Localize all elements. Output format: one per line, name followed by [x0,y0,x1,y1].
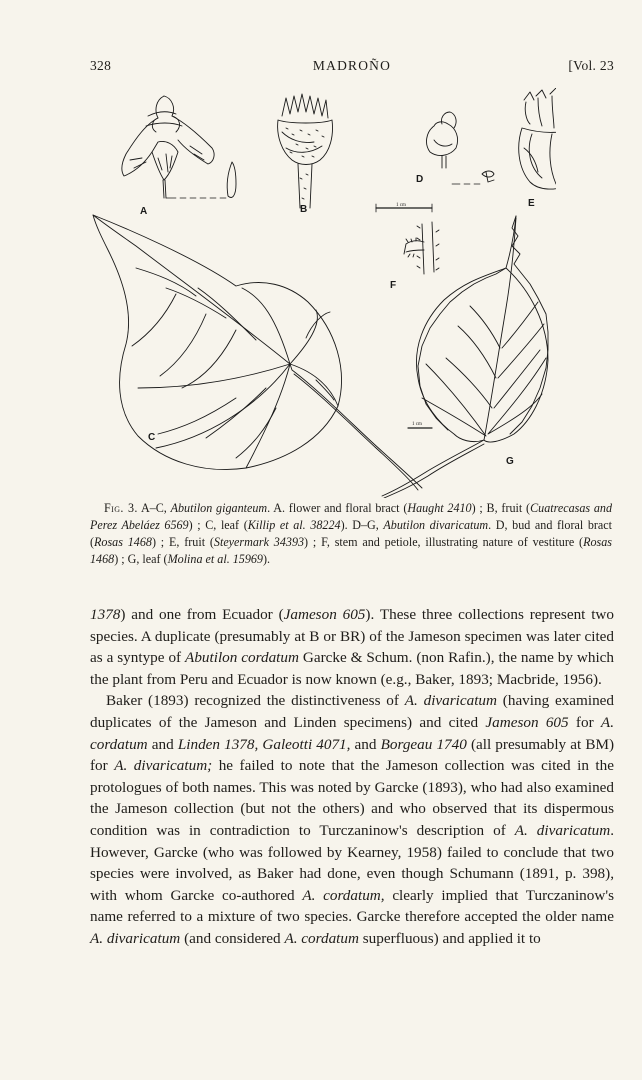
paragraph-text: ) and one from Ecuador ( [120,606,284,623]
paragraph-text: (having examined duplicates of the Jameson and Linden specimens) and cited [90,692,615,731]
caption-text: ) ; B, fruit ( [471,501,531,515]
paragraph-text: Garcke & Schum. (non Rafin.), the name by which the plant from Peru and Ecuador is now known (e.g., Baker, 1893; Macbride, 1956). [90,649,614,688]
specimen-citation: Killip et al. 38224 [247,518,341,533]
panel-label-g: G [506,456,514,467]
panel-label-c: C [148,432,156,443]
paragraph-text: (all presumably at BM) for [90,735,615,775]
italic-text: A. divaricatum [90,929,181,947]
panel-label-e: E [528,198,535,209]
caption-text: . A. flower and floral bract ( [267,501,408,515]
paragraph-text: and [147,735,178,753]
flower-drawing-a [122,96,236,198]
paragraph-text: he failed to note that the Jameson collection was cited in the protologues of both names. This was noted by Garcke (1893), who had also examined the Jameson collection (but not the others) and who observed that its dispermous condition was in contradiction to Turczaninow's description of [90,757,614,839]
specimen-citation: Cuatrecasas and Perez Abeláez 6569 [90,501,613,533]
caption-text: . D, bud and floral bract ( [90,518,613,550]
caption-text: ) ; G, leaf ( [114,552,168,567]
page-number: 328 [90,58,112,73]
specimen-citation: Rosas 1468 [94,535,152,550]
italic-text: A. divaricatum; [114,757,213,775]
bud-drawing-d [427,112,494,184]
italic-text: A. cordatum [90,713,614,753]
italic-text: 1378 [90,606,121,623]
italic-text: A. divaricatum [404,692,497,710]
paragraph-text: clearly implied that Turczaninow's name referred to a mixture of two species. Garcke therefore accepted the older name [90,886,614,926]
paragraph-2 [90,690,614,949]
journal-title: MADROÑO [312,58,392,73]
italic-text: A. cordatum, [302,886,385,904]
specimen-citation: Haught 2410 [407,501,472,515]
paragraph-text: . However, Garcke (who was followed by Kearney, 1958) failed to conclude that two species were involved, as Baker had done, even though Schumann (1891, p. 398), with whom Garcke co-authored [90,821,615,904]
figure-label: Fig. 3. [104,501,138,515]
leaf-drawing-c [93,215,422,490]
panel-label-b: B [300,204,308,215]
scale-label-lower: 1 cm [412,422,422,427]
fruit-drawing-b [278,94,333,208]
paragraph-text: for [568,713,601,731]
running-head [90,58,614,78]
botanical-illustration [86,88,556,498]
species-name: Abutilon giganteum [170,501,268,515]
italic-text: Abutilon cordatum [185,649,299,667]
volume-number: [Vol. 23 [568,58,614,73]
leaf-drawing-g [382,216,548,498]
paragraph-text: superfluous) and applied it to [358,929,541,947]
paragraph-text: Baker (1893) recognized the distinctiveness of [106,692,405,710]
panel-label-f: F [390,280,397,291]
specimen-citation: Rosas 1468 [90,535,612,567]
stem-drawing-f [404,222,439,274]
caption-text: ). [262,552,271,567]
italic-text: Jameson 605 [485,713,569,731]
figure-caption [90,500,612,568]
specimen-citation: Molina et al. 15969 [167,552,263,567]
italic-text: A. divaricatum [514,821,611,839]
italic-text: Linden 1378, Galeotti 4071, [177,735,351,753]
panel-label-a: A [140,206,148,217]
italic-text: Borgeau 1740 [380,735,467,753]
body-text [90,604,614,950]
specimen-citation: Steyermark 34393 [213,535,305,550]
panel-label-d: D [416,174,424,185]
caption-text: ) ; C, leaf ( [188,518,248,533]
caption-text: ) ; E, fruit ( [151,535,214,550]
paragraph-text: (and considered [180,929,285,947]
paragraph-text: ). These three collections represent two species. A duplicate (presumably at B or BR) of the Jameson specimen was later cited as a syntype of [90,606,614,667]
caption-text: ) ; F, stem and petiole, illustrating nature of vestiture ( [304,535,584,550]
italic-text: A. cordatum [284,929,359,947]
fruit-drawing-e [519,88,556,189]
figure-3 [86,88,556,498]
scale-label-upper: 1 cm [396,203,406,208]
paragraph-text: and [350,735,381,753]
paragraph-1 [90,604,614,690]
species-name: Abutilon divaricatum [383,518,489,533]
italic-text: Jameson 605 [283,606,366,623]
caption-text: A–C, [137,501,171,515]
caption-text: ). D–G, [340,518,384,533]
